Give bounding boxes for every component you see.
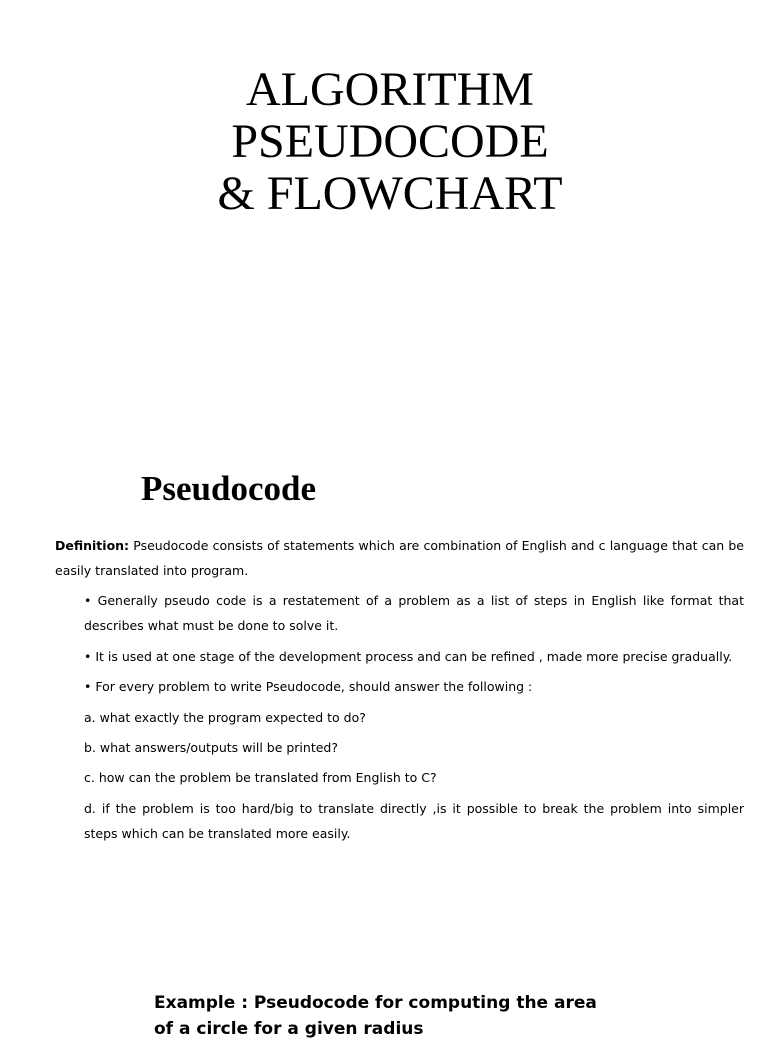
- question-item: b. what answers/outputs will be printed?: [84, 740, 338, 755]
- bullet-item: • For every problem to write Pseudocode, should answer the following :: [84, 679, 533, 694]
- definition-text: Pseudocode consists of statements which are combination of English and c language that can be easily translated into program.: [55, 538, 744, 578]
- definition-paragraph: [55, 533, 744, 583]
- title-line-1: ALGORITHM: [246, 63, 534, 116]
- title-line-2: PSEUDOCODE: [231, 115, 549, 168]
- bullet-item: • It is used at one stage of the development process and can be refined , made more precise gradually.: [84, 649, 733, 664]
- question-item: c. how can the problem be translated from English to C?: [84, 770, 437, 785]
- section-heading-pseudocode: Pseudocode: [141, 469, 316, 508]
- bullet-item: • Generally pseudo code is a restatement of a problem as a list of steps in English like format that describes what must be done to solve it.: [84, 593, 744, 633]
- document-title: [0, 64, 768, 220]
- question-item: d. if the problem is too hard/big to translate directly ,is it possible to break the problem into simpler steps which can be translated more easily.: [84, 801, 744, 841]
- definition-label: Definition:: [55, 538, 130, 553]
- title-line-3: & FLOWCHART: [217, 167, 563, 220]
- example-heading: Example : Pseudocode for computing the area of a circle for a given radius: [154, 993, 597, 1039]
- question-item: a. what exactly the program expected to do?: [84, 710, 366, 725]
